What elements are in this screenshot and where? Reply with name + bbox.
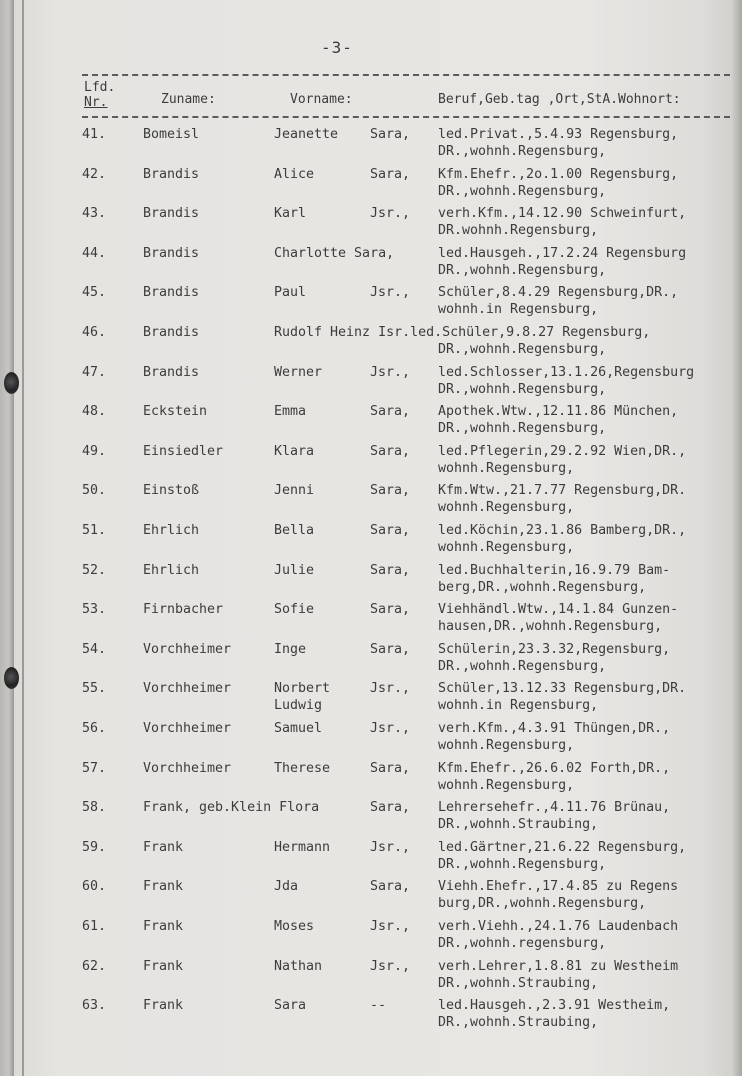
occupation-line2: DR.,wohnh.Regensburg, [438,382,607,397]
table-row [0,523,742,563]
row-number: 59. [82,840,107,855]
surname-cell: Ehrlich [143,523,200,538]
table-row [0,681,742,721]
table-row [0,998,742,1038]
page-number: -3- [321,38,353,57]
surname-cell: Brandis [143,206,200,221]
row-number: 48. [82,404,107,419]
given-name-cell: Hermann [274,840,331,855]
occupation-line1: Apothek.Wtw.,12.11.86 München, [438,404,679,419]
row-number: 61. [82,919,107,934]
header-lfd-nr [84,80,115,110]
header-vorname: Vorname: [290,92,353,107]
surname-cell: Einsiedler [143,444,224,459]
occupation-line1: led.Hausgeh.,17.2.24 Regensburg [438,246,687,261]
surname-cell: Bomeisl [143,127,200,142]
name-suffix-cell: Sara, [370,642,411,657]
occupation-line2: DR.,wohnh.Regensburg, [438,421,607,436]
surname-cell: Vorchheimer [143,681,232,696]
name-suffix-cell: Jsr., [370,285,411,300]
name-suffix-cell: Sara, [370,761,411,776]
occupation-line1: led.Gärtner,21.6.22 Regensburg, [438,840,687,855]
row-number: 54. [82,642,107,657]
row-number: 49. [82,444,107,459]
surname-cell: Ehrlich [143,563,200,578]
given-name-cell: Sofie [274,602,315,617]
occupation-line1: verh.Viehh.,24.1.76 Laudenbach [438,919,679,934]
name-suffix-cell: Jsr., [370,919,411,934]
row-number: 53. [82,602,107,617]
surname-cell: Frank [143,840,184,855]
table-row [0,761,742,801]
row-number: 60. [82,879,107,894]
name-suffix-cell: Sara, [370,444,411,459]
table-row [0,325,742,365]
given-name-cell: Samuel [274,721,323,736]
row-number: 47. [82,365,107,380]
row-number: 58. [82,800,107,815]
occupation-line2: DR.,wohnh.regensburg, [438,936,607,951]
row-number: 56. [82,721,107,736]
table-row [0,444,742,484]
row-number: 62. [82,959,107,974]
table-row [0,483,742,523]
table-row [0,721,742,761]
given-name-cell: Nathan [274,959,323,974]
occupation-line2: wohnh.Regensburg, [438,461,575,476]
occupation-line1: verh.Lehrer,1.8.81 zu Westheim [438,959,679,974]
name-suffix-cell: -- [370,998,387,1013]
table-row [0,642,742,682]
given-name-cell: Klara [274,444,315,459]
occupation-line1: Kfm.Ehefr.,2o.1.00 Regensburg, [438,167,679,182]
occupation-line1: led.Pflegerin,29.2.92 Wien,DR., [438,444,687,459]
occupation-line2: DR.,wohnh.Regensburg, [438,342,607,357]
surname-cell: Brandis [143,325,200,340]
header-nr-line2: Nr. [84,95,108,110]
table-row [0,879,742,919]
name-suffix-cell: Jsr., [370,959,411,974]
given-name-cell: Julie [274,563,315,578]
table-row [0,404,742,444]
table-row [0,246,742,286]
occupation-line2: DR.,wohnh.Regensburg, [438,144,607,159]
occupation-line2: burg,DR.,wohnh.Regensburg, [438,896,647,911]
name-suffix-cell: Jsr., [370,206,411,221]
occupation-line1: verh.Kfm.,4.3.91 Thüngen,DR., [438,721,671,736]
header-zuname: Zuname: [161,92,216,107]
name-suffix-cell: Sara, [370,800,411,815]
occupation-line2: hausen,DR.,wohnh.Regensburg, [438,619,663,634]
row-number: 43. [82,206,107,221]
given-name-cell: Norbert [274,681,331,696]
occupation-line1: Lehrersehefr.,4.11.76 Brünau, [438,800,671,815]
table-row [0,206,742,246]
surname-cell: Vorchheimer [143,761,232,776]
given-name-cell: Inge [274,642,307,657]
occupation-line1: Schüler,8.4.29 Regensburg,DR., [438,285,679,300]
name-suffix-cell: Sara, [370,167,411,182]
occupation-line2: DR.,wohnh.Regensburg, [438,857,607,872]
name-suffix-cell: Sara, [370,602,411,617]
surname-cell: Brandis [143,167,200,182]
occupation-line1: led.Privat.,5.4.93 Regensburg, [438,127,679,142]
given-name-cell: Jenni [274,483,315,498]
surname-cell: Frank, geb.Klein Flora [143,800,320,815]
surname-cell: Frank [143,959,184,974]
surname-cell: Frank [143,998,184,1013]
table-row [0,563,742,603]
occupation-line2: wohnh.Regensburg, [438,778,575,793]
occupation-line1: led.Buchhalterin,16.9.79 Bam- [438,563,671,578]
given-name-cell: Jeanette [274,127,339,142]
occupation-line1: Viehh.Ehefr.,17.4.85 zu Regens [438,879,679,894]
occupation-line2: DR.,wohnh.Straubing, [438,817,599,832]
table-row [0,167,742,207]
occupation-line2: berg,DR.,wohnh.Regensburg, [438,580,647,595]
given-name-cell: Karl [274,206,307,221]
surname-cell: Brandis [143,365,200,380]
table-row [0,127,742,167]
occupation-line2: wohnh.Regensburg, [438,500,575,515]
given-name-cell: Sara [274,998,307,1013]
name-suffix-cell: Sara, [370,523,411,538]
occupation-line2: DR.,wohnh.Straubing, [438,1015,599,1030]
table-row [0,959,742,999]
row-number: 52. [82,563,107,578]
row-number: 51. [82,523,107,538]
occupation-line1: Kfm.Wtw.,21.7.77 Regensburg,DR. [438,483,687,498]
surname-cell: Brandis [143,285,200,300]
occupation-line1: verh.Kfm.,14.12.90 Schweinfurt, [438,206,687,221]
given-name-cell: Alice [274,167,315,182]
row-number: 46. [82,325,107,340]
header-top-rule [82,74,730,76]
occupation-line2: wohnh.Regensburg, [438,738,575,753]
table-row [0,365,742,405]
name-suffix-cell: Sara, [370,483,411,498]
occupation-line2: DR.,wohnh.Regensburg, [438,659,607,674]
occupation-line2: DR.,wohnh.Straubing, [438,976,599,991]
row-number: 41. [82,127,107,142]
occupation-line1: Schülerin,23.3.32,Regensburg, [438,642,671,657]
name-suffix-cell: Jsr., [370,365,411,380]
table-row [0,800,742,840]
given-name-cell: Rudolf Heinz Isr.led.Schüler,9.8.27 Regensburg, [274,325,651,340]
given-name-cell: Therese [274,761,331,776]
occupation-line2: DR.wohnh.Regensburg, [438,223,599,238]
header-lfd-line1: Lfd. [84,80,116,95]
table-row [0,285,742,325]
surname-cell: Firnbacher [143,602,224,617]
occupation-line1: led.Hausgeh.,2.3.91 Westheim, [438,998,671,1013]
occupation-line2: DR.,wohnh.Regensburg, [438,263,607,278]
given-name-cell: Jda [274,879,299,894]
surname-cell: Brandis [143,246,200,261]
surname-cell: Vorchheimer [143,721,232,736]
table-row [0,602,742,642]
name-suffix-cell: Sara, [370,127,411,142]
given-name-cell: Paul [274,285,307,300]
name-suffix-cell: Jsr., [370,681,411,696]
given-name-cell: Charlotte Sara, [274,246,395,261]
row-number: 44. [82,246,107,261]
row-number: 63. [82,998,107,1013]
table-row [0,919,742,959]
name-suffix-cell: Jsr., [370,840,411,855]
row-number: 45. [82,285,107,300]
row-number: 57. [82,761,107,776]
name-suffix-cell: Sara, [370,404,411,419]
surname-cell: Eckstein [143,404,208,419]
surname-cell: Frank [143,879,184,894]
given-name-cell-line2: Ludwig [274,698,323,713]
occupation-line1: led.Köchin,23.1.86 Bamberg,DR., [438,523,687,538]
given-name-cell: Emma [274,404,307,419]
surname-cell: Vorchheimer [143,642,232,657]
row-number: 50. [82,483,107,498]
surname-cell: Frank [143,919,184,934]
name-suffix-cell: Jsr., [370,721,411,736]
occupation-line1: led.Schlosser,13.1.26,Regensburg [438,365,695,380]
header-bottom-rule [82,116,730,118]
given-name-cell: Moses [274,919,315,934]
occupation-line2: DR.,wohnh.Regensburg, [438,184,607,199]
occupation-line2: wohnh.in Regensburg, [438,302,599,317]
name-suffix-cell: Sara, [370,879,411,894]
row-number: 42. [82,167,107,182]
occupation-line1: Schüler,13.12.33 Regensburg,DR. [438,681,687,696]
header-beruf: Beruf,Geb.tag ,Ort,StA.Wohnort: [438,92,681,107]
occupation-line1: Kfm.Ehefr.,26.6.02 Forth,DR., [438,761,671,776]
occupation-line2: wohnh.Regensburg, [438,540,575,555]
occupation-line1: Viehhändl.Wtw.,14.1.84 Gunzen- [438,602,679,617]
given-name-cell: Bella [274,523,315,538]
surname-cell: Einstoß [143,483,200,498]
table-row [0,840,742,880]
name-suffix-cell: Sara, [370,563,411,578]
row-number: 55. [82,681,107,696]
occupation-line2: wohnh.in Regensburg, [438,698,599,713]
given-name-cell: Werner [274,365,323,380]
